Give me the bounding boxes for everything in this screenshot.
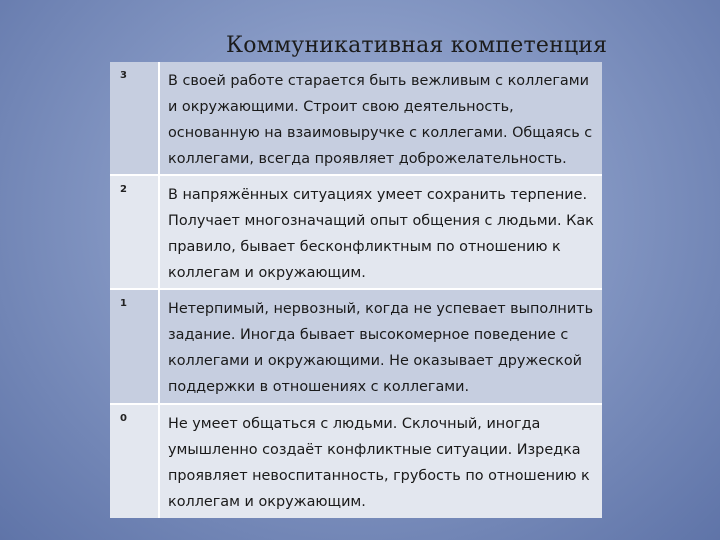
score-cell: 2 bbox=[110, 176, 158, 288]
slide-title: Коммуникативная компетенция bbox=[226, 33, 608, 58]
table-row bbox=[110, 62, 602, 174]
score-cell: 3 bbox=[110, 62, 158, 174]
table-row bbox=[110, 174, 602, 288]
competence-table bbox=[110, 62, 602, 518]
description-cell: Не умеет общаться с людьми. Склочный, иногда умышленно создаёт конфликтные ситуации. Изредка проявляет невоспитанность, грубость по отношению к коллегам и окружающим. bbox=[158, 405, 602, 518]
score-cell: 1 bbox=[110, 290, 158, 403]
description-cell: Нетерпимый, нервозный, когда не успевает выполнить задание. Иногда бывает высокомерное поведение с коллегами и окружающими. Не оказывает дружеской поддержки в отношениях с коллегами. bbox=[158, 290, 602, 403]
description-cell: В своей работе старается быть вежливым с коллегами и окружающими. Строит свою деятельность, основанную на взаимовыручке с коллегами. Общаясь с коллегами, всегда проявляет доброжелательность. bbox=[158, 62, 602, 174]
description-cell: В напряжённых ситуациях умеет сохранить терпение. Получает многозначащий опыт общения с людьми. Как правило, бывает бесконфликтным по отношению к коллегам и окружающим. bbox=[158, 176, 602, 288]
table-row bbox=[110, 288, 602, 403]
score-cell: 0 bbox=[110, 405, 158, 518]
table-row bbox=[110, 403, 602, 518]
